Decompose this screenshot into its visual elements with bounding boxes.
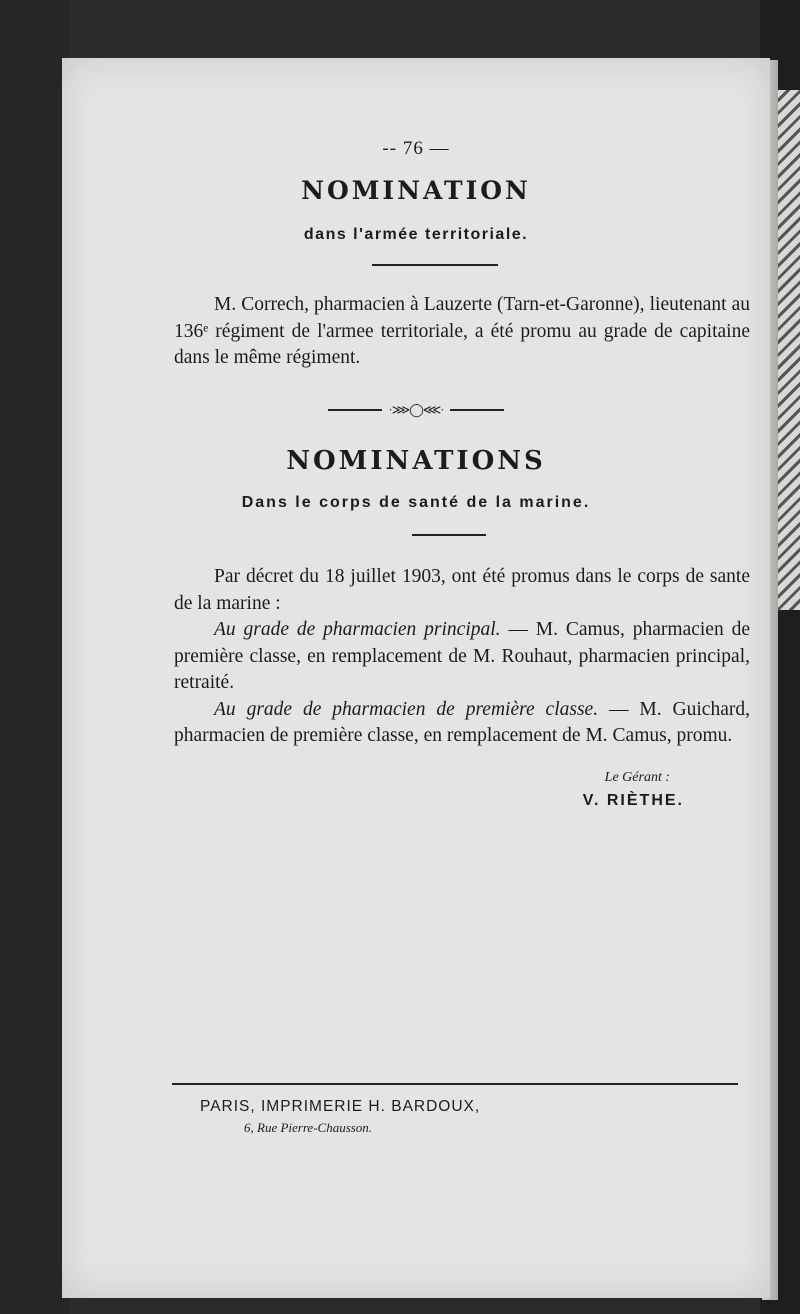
promotion-text: — M. Camus, pharmacien de première classe, en remplacement de M. Rouhaut, pharmacien principal, retraité. <box>174 619 750 693</box>
ornament-line-left <box>328 409 382 411</box>
divider-rule-short <box>412 534 486 536</box>
footer-rule <box>172 1083 738 1085</box>
promotion-item-premiere <box>174 697 750 750</box>
section-title-nominations: NOMINATIONS <box>286 446 546 476</box>
ornament-glyph: ·⋙◯⋘· <box>388 402 444 417</box>
document-page <box>62 58 770 1298</box>
ornament-line-right <box>450 409 504 411</box>
signature-label: Le Gérant : <box>604 770 670 785</box>
scan-background-left <box>0 0 70 1314</box>
grade-label: Au grade de pharmacien principal. <box>214 619 501 640</box>
adjacent-page-edge <box>778 90 800 610</box>
ornament-divider <box>62 402 770 418</box>
paragraph-correch <box>174 292 750 372</box>
divider-rule <box>372 264 498 266</box>
decree-intro: Par décret du 18 juillet 1903, ont été promus dans le corps de sante de la marine : <box>174 566 750 614</box>
page-number: -- 76 — <box>382 138 450 159</box>
paragraph-text: M. Correch, pharmacien à Lauzerte (Tarn-et-Garonne), lieutenant au 136ᵉ régiment de l'armee territoriale, a été promu au grade de capitaine dans le même régiment. <box>174 294 750 368</box>
section-subtitle-territoriale: dans l'armée territoriale. <box>303 226 529 243</box>
decree-text <box>174 564 750 750</box>
promotion-item-principal <box>174 617 750 697</box>
grade-label: Au grade de pharmacien de première classe. <box>214 698 599 720</box>
section-title-nomination: NOMINATION <box>301 176 531 205</box>
signature-name: V. RIÈTHE. <box>582 792 684 809</box>
section-subtitle-marine: Dans le corps de santé de la marine. <box>241 494 591 511</box>
printer-name: PARIS, IMPRIMERIE H. BARDOUX, <box>200 1098 481 1115</box>
printer-address: 6, Rue Pierre-Chausson. <box>244 1120 373 1135</box>
promotion-text: — M. Guichard, pharmacien de première classe, en remplacement de M. Camus, promu. <box>174 698 750 746</box>
